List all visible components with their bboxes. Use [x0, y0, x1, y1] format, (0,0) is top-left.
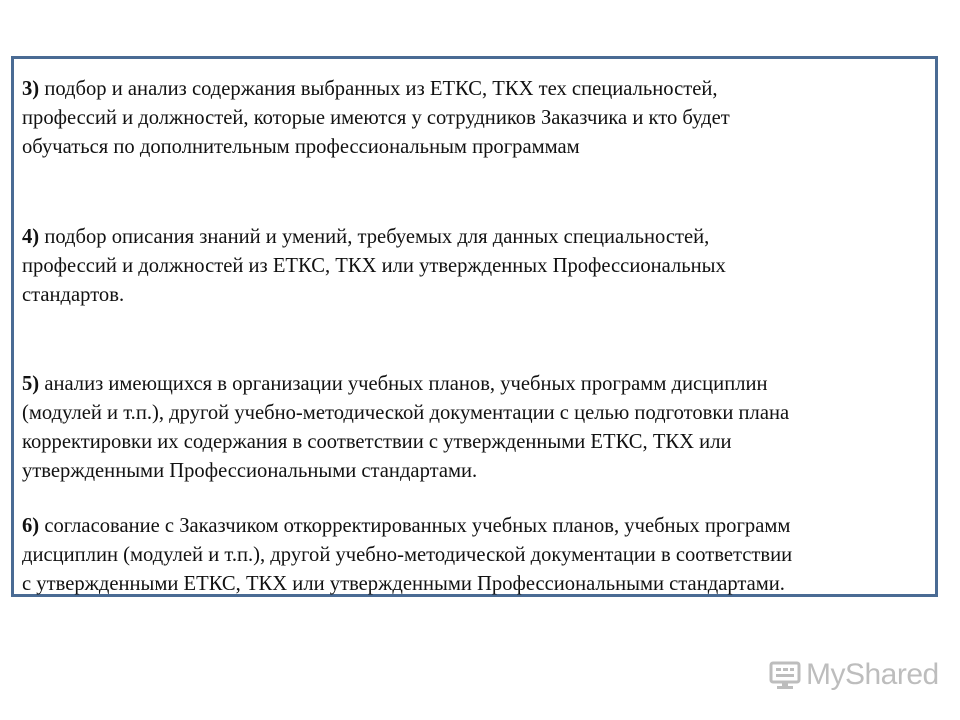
list-item-6: [22, 512, 929, 599]
item-4-text-1: подбор описания знаний и умений, требуемых для данных специальностей,: [44, 226, 710, 248]
item-3-text-3: обучаться по дополнительным профессиональным программам: [22, 136, 580, 158]
item-5-line-1: [22, 370, 929, 399]
list-item-3: [22, 75, 929, 162]
item-5-text-3: корректировки их содержания в соответствии с утвержденными ЕТКС, ТКХ или: [22, 431, 732, 453]
item-3-number: 3): [22, 78, 40, 100]
item-3-text-1: подбор и анализ содержания выбранных из ЕТКС, ТКХ тех специальностей,: [44, 78, 718, 100]
item-4-number: 4): [22, 226, 40, 248]
item-6-number: 6): [22, 515, 40, 537]
item-3-line-1: [22, 75, 929, 104]
item-4-text-3: стандартов.: [22, 284, 125, 306]
item-5-text-2: (модулей и т.п.), другой учебно-методической документации с целью подготовки плана: [22, 402, 790, 424]
list-item-4: [22, 223, 929, 310]
item-5-text-1: анализ имеющихся в организации учебных планов, учебных программ дисциплин: [44, 373, 768, 395]
item-3-text-2: профессий и должностей, которые имеются у сотрудников Заказчика и кто будет: [22, 107, 730, 129]
monitor-icon: [768, 658, 802, 692]
item-6-line-1: [22, 512, 929, 541]
item-5-text-4: утвержденными Профессиональными стандартами.: [22, 460, 478, 482]
content-frame: [11, 56, 938, 597]
myshared-watermark: [768, 653, 939, 697]
item-6-text-3: с утвержденными ЕТКС, ТКХ или утвержденными Профессиональными стандартами.: [22, 573, 785, 595]
item-6-text-2: дисциплин (модулей и т.п.), другой учебно-методической документации в соответствии: [22, 544, 793, 566]
item-5-number: 5): [22, 373, 40, 395]
item-4-line-1: [22, 223, 929, 252]
watermark-text: MyShared: [806, 658, 939, 691]
list-item-5: [22, 370, 929, 486]
item-6-text-1: согласование с Заказчиком откорректированных учебных планов, учебных программ: [44, 515, 791, 537]
item-4-text-2: профессий и должностей из ЕТКС, ТКХ или утвержденных Профессиональных: [22, 255, 726, 277]
